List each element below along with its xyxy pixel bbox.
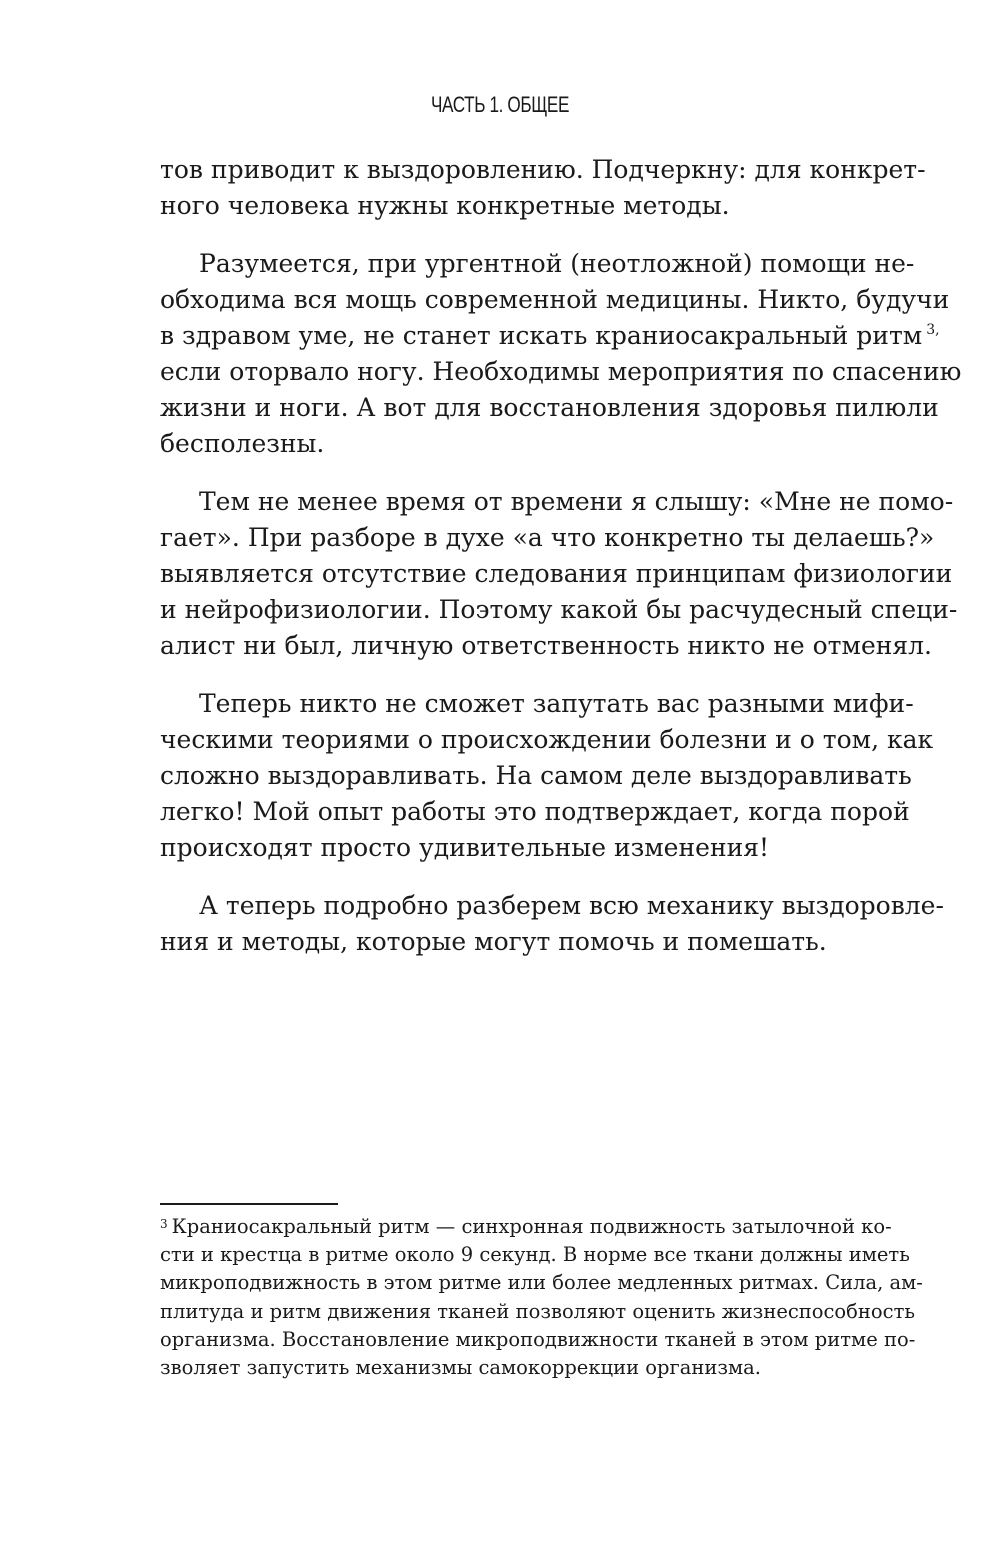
footnote-line: организма. Восстановление микроподвижности тканей в этом ритме по- bbox=[160, 1327, 916, 1351]
text-line: Теперь никто не сможет запутать вас разными мифи- bbox=[199, 689, 914, 718]
text-line: выявляется отсутствие следования принципам физиологии bbox=[160, 559, 953, 588]
text-line-content: в здравом уме, не станет искать краниосакральный ритм bbox=[160, 321, 923, 350]
text-line: обходима вся мощь современной медицины. Никто, будучи bbox=[160, 285, 950, 314]
text-line-with-ref bbox=[160, 318, 940, 354]
footnote-ref-suffix: , bbox=[935, 322, 940, 338]
footnote-line: микроподвижность в этом ритме или более медленных ритмах. Сила, ам- bbox=[160, 1271, 923, 1295]
text-line: гает». При разборе в духе «а что конкретно ты делаешь?» bbox=[160, 523, 935, 552]
footnote-line bbox=[160, 1213, 892, 1241]
text-line: А теперь подробно разберем всю механику выздоровле- bbox=[199, 891, 944, 920]
paragraph-3 bbox=[160, 484, 958, 664]
text-line: и нейрофизиологии. Поэтому какой бы расчудесный специ- bbox=[160, 595, 958, 624]
paragraph-5 bbox=[160, 888, 944, 960]
text-line: Разумеется, при ургентной (неотложной) помощи не- bbox=[199, 249, 915, 278]
footnote-ref-number: 3 bbox=[926, 322, 936, 338]
footnote-number: 3 bbox=[160, 1217, 168, 1231]
footnote-reference[interactable] bbox=[926, 322, 939, 338]
footnote-line: сти и крестца в ритме около 9 секунд. В норме все ткани должны иметь bbox=[160, 1243, 910, 1267]
text-line: Тем не менее время от времени я слышу: «Мне не помо- bbox=[199, 487, 954, 516]
footnote-line: плитуда и ритм движения тканей позволяют оценить жизнеспособность bbox=[160, 1299, 915, 1323]
paragraph-4 bbox=[160, 686, 934, 866]
text-line: если оторвало ногу. Необходимы мероприятия по спасению bbox=[160, 357, 962, 386]
footnote-separator bbox=[160, 1203, 338, 1205]
paragraph-1 bbox=[160, 152, 926, 224]
running-head: ЧАСТЬ 1. ОБЩЕЕ bbox=[430, 92, 570, 117]
text-line: ческими теориями о происхождении болезни и о том, как bbox=[160, 725, 934, 754]
text-line: легко! Мой опыт работы это подтверждает, когда порой bbox=[160, 797, 910, 826]
footnote-line: зволяет запустить механизмы самокоррекции организма. bbox=[160, 1355, 761, 1379]
text-line: бесполезны. bbox=[160, 429, 325, 458]
text-line: алист ни был, личную ответственность никто не отменял. bbox=[160, 631, 932, 660]
text-line: происходят просто удивительные изменения! bbox=[160, 833, 770, 862]
main-text bbox=[160, 152, 962, 982]
text-line: ния и методы, которые могут помочь и помешать. bbox=[160, 927, 827, 956]
text-line: тов приводит к выздоровлению. Подчеркну: для конкрет- bbox=[160, 155, 926, 184]
footnote bbox=[160, 1213, 923, 1382]
text-line: ного человека нужны конкретные методы. bbox=[160, 191, 730, 220]
text-line: сложно выздоравливать. На самом деле выздоравливать bbox=[160, 761, 912, 790]
footnote-line-content: Краниосакральный ритм — синхронная подвижность затылочной ко- bbox=[171, 1215, 892, 1238]
text-line: жизни и ноги. А вот для восстановления здоровья пилюли bbox=[160, 393, 939, 422]
paragraph-2 bbox=[160, 246, 962, 462]
